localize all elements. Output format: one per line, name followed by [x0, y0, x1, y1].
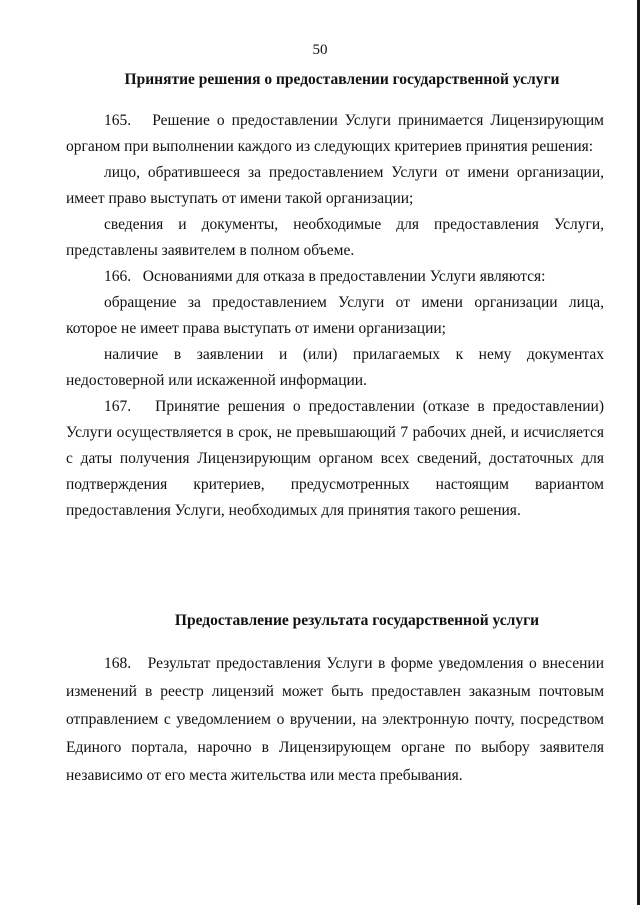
paragraph-165: 165. Решение о предоставлении Услуги принимается Лицензирующим органом при выполнении каждого из следующих критериев принятия решения:	[66, 112, 604, 155]
section-heading-decision: Принятие решения о предоставлении государственной услуги	[124, 71, 560, 88]
paragraph-166: 166. Основаниями для отказа в предоставлении Услуги являются:	[104, 268, 546, 285]
page-number: 50	[312, 42, 328, 58]
section-body-decision	[66, 108, 604, 524]
paragraph-167: 167. Принятие решения о предоставлении (отказе в предоставлении) Услуги осуществляется в срок, не превышающий 7 рабочих дней, и исчисляется с даты получения Лицензирующим органом всех сведений, достаточных для подтверждения критериев, предусмотренных настоящим вариантом предоставления Услуги, необходимых для принятия такого решения.	[66, 398, 604, 519]
section-body-result	[66, 650, 604, 790]
paragraph-166-ground-1: обращение за предоставлением Услуги от имени организации лица, которое не имеет права выступать от имени организации;	[66, 294, 604, 337]
section-heading-result: Предоставление результата государственной услуги	[174, 612, 540, 629]
paragraph-166-ground-2: наличие в заявлении и (или) прилагаемых к нему документах недостоверной или искаженной информации.	[66, 346, 604, 389]
paragraph-168: 168. Результат предоставления Услуги в форме уведомления о внесении изменений в реестр лицензий может быть предоставлен заказным почтовым отправлением с уведомлением о вручении, на электронную почту, посредством Единого портала, нарочно в Лицензирующем органе по выбору заявителя независимо от его места жительства или места пребывания.	[66, 655, 604, 784]
paragraph-165-criterion-1: лицо, обратившееся за предоставлением Услуги от имени организации, имеет право выступать от имени такой организации;	[66, 164, 604, 207]
paragraph-165-criterion-2: сведения и документы, необходимые для предоставления Услуги, представлены заявителем в полном объеме.	[66, 216, 604, 259]
